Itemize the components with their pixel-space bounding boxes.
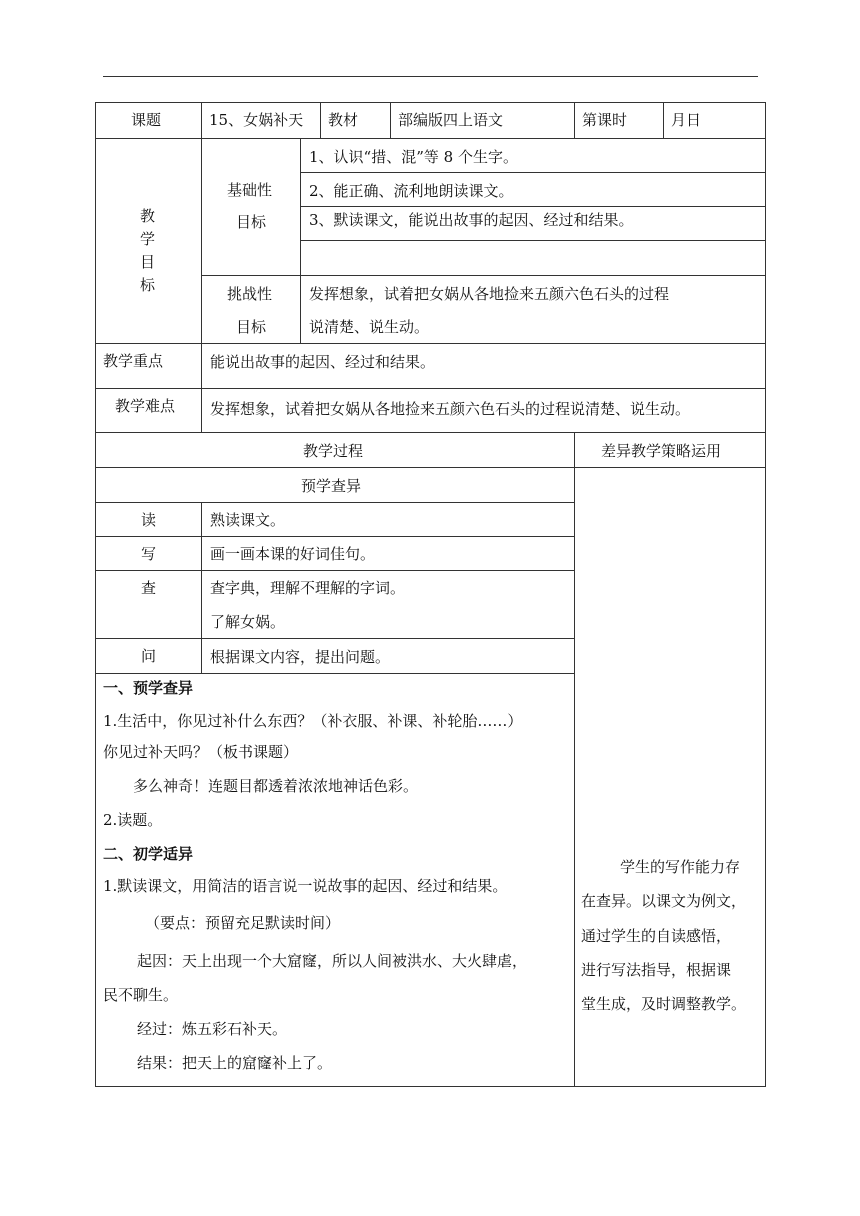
body-paragraph: （要点：预留充足默读时间） (145, 914, 341, 932)
key-point-label: 教学重点 (103, 352, 164, 370)
grid-line (201, 275, 766, 276)
section-heading: 一、预学查异 (103, 679, 194, 697)
grid-line (201, 388, 202, 432)
challenge-goal-label: 目标 (236, 318, 267, 336)
date-field: 月日 (671, 111, 702, 129)
preview-title: 预学查异 (301, 477, 362, 495)
grid-line (95, 536, 574, 537)
strategy-text: 学生的写作能力存 (620, 858, 741, 876)
body-paragraph: 经过：炼五彩石补天。 (137, 1020, 288, 1038)
grid-line (95, 467, 766, 468)
preview-row-text: 根据课文内容，提出问题。 (210, 648, 391, 666)
grid-line (663, 102, 664, 138)
basic-goal-label: 目标 (236, 213, 267, 231)
strategy-header: 差异教学策略运用 (601, 442, 722, 460)
grid-line (95, 432, 766, 433)
basic-goal-item: 3、默读课文，能说出故事的起因、经过和结果。 (309, 211, 634, 229)
process-header: 教学过程 (303, 442, 364, 460)
body-paragraph: 结果：把天上的窟窿补上了。 (137, 1054, 333, 1072)
grid-line (201, 502, 202, 673)
challenge-goal-label: 挑战性 (227, 285, 273, 303)
difficulty-text: 发挥想象，试着把女娲从各地捡来五颜六色石头的过程说清楚、说生动。 (210, 400, 691, 418)
strategy-text: 在查异。以课文为例文， (581, 892, 747, 910)
strategy-text: 堂生成，及时调整教学。 (581, 995, 747, 1013)
grid-line (95, 388, 766, 389)
body-paragraph: 你见过补天吗？（板书课题） (103, 743, 299, 761)
difficulty-label: 教学难点 (115, 397, 176, 415)
grid-line (390, 102, 391, 138)
preview-row-text: 熟读课文。 (210, 511, 286, 529)
textbook-label: 教材 (328, 111, 359, 129)
section-heading: 二、初学适异 (103, 845, 194, 863)
grid-line (95, 638, 574, 639)
strategy-text: 通过学生的自读感悟， (581, 927, 732, 945)
grid-line (574, 432, 575, 1087)
grid-line (95, 502, 574, 503)
basic-goal-label: 基础性 (227, 181, 273, 199)
grid-line (300, 206, 766, 207)
preview-row-text: 了解女娲。 (210, 613, 286, 631)
body-paragraph: 1.默读课文，用简洁的语言说一说故事的起因、经过和结果。 (103, 877, 508, 895)
body-paragraph: 民不聊生。 (103, 986, 179, 1004)
basic-goal-item: 2、能正确、流利地朗读课文。 (309, 182, 514, 200)
body-paragraph: 2.读题。 (103, 811, 163, 829)
basic-goal-item: 1、认识“措、混”等 8 个生字。 (309, 148, 518, 166)
grid-line (574, 102, 575, 138)
body-paragraph: 多么神奇！连题目都透着浓浓地神话色彩。 (133, 777, 419, 795)
strategy-text: 进行写法指导，根据课 (581, 961, 732, 979)
preview-row-text: 查字典，理解不理解的字词。 (210, 579, 406, 597)
key-point-text: 能说出故事的起因、经过和结果。 (210, 353, 436, 371)
preview-row-key: 问 (141, 647, 157, 665)
preview-row-key: 写 (141, 545, 157, 563)
body-paragraph: 1.生活中，你见过补什么东西？（补衣服、补课、补轮胎……） (103, 712, 523, 730)
challenge-goal-text: 发挥想象，试着把女娲从各地捡来五颜六色石头的过程 (309, 285, 670, 303)
grid-line (95, 673, 574, 674)
grid-line (300, 172, 766, 173)
preview-row-text: 画一画本课的好词佳句。 (210, 545, 376, 563)
grid-line (95, 138, 766, 139)
grid-line (201, 102, 202, 388)
header-rule (103, 76, 758, 77)
challenge-goal-text: 说清楚、说生动。 (309, 318, 430, 336)
period-label: 第课时 (582, 111, 628, 129)
grid-line (95, 343, 766, 344)
grid-line (300, 240, 766, 241)
preview-row-key: 查 (141, 579, 157, 597)
lesson-title-label: 课题 (131, 111, 162, 129)
textbook-value: 部编版四上语文 (398, 111, 504, 129)
grid-line (320, 102, 321, 138)
body-paragraph: 起因：天上出现一个大窟窿，所以人间被洪水、大火肆虐， (137, 952, 528, 970)
grid-line (95, 570, 574, 571)
preview-row-key: 读 (141, 511, 157, 529)
lesson-title: 15、女娲补天 (209, 111, 304, 129)
